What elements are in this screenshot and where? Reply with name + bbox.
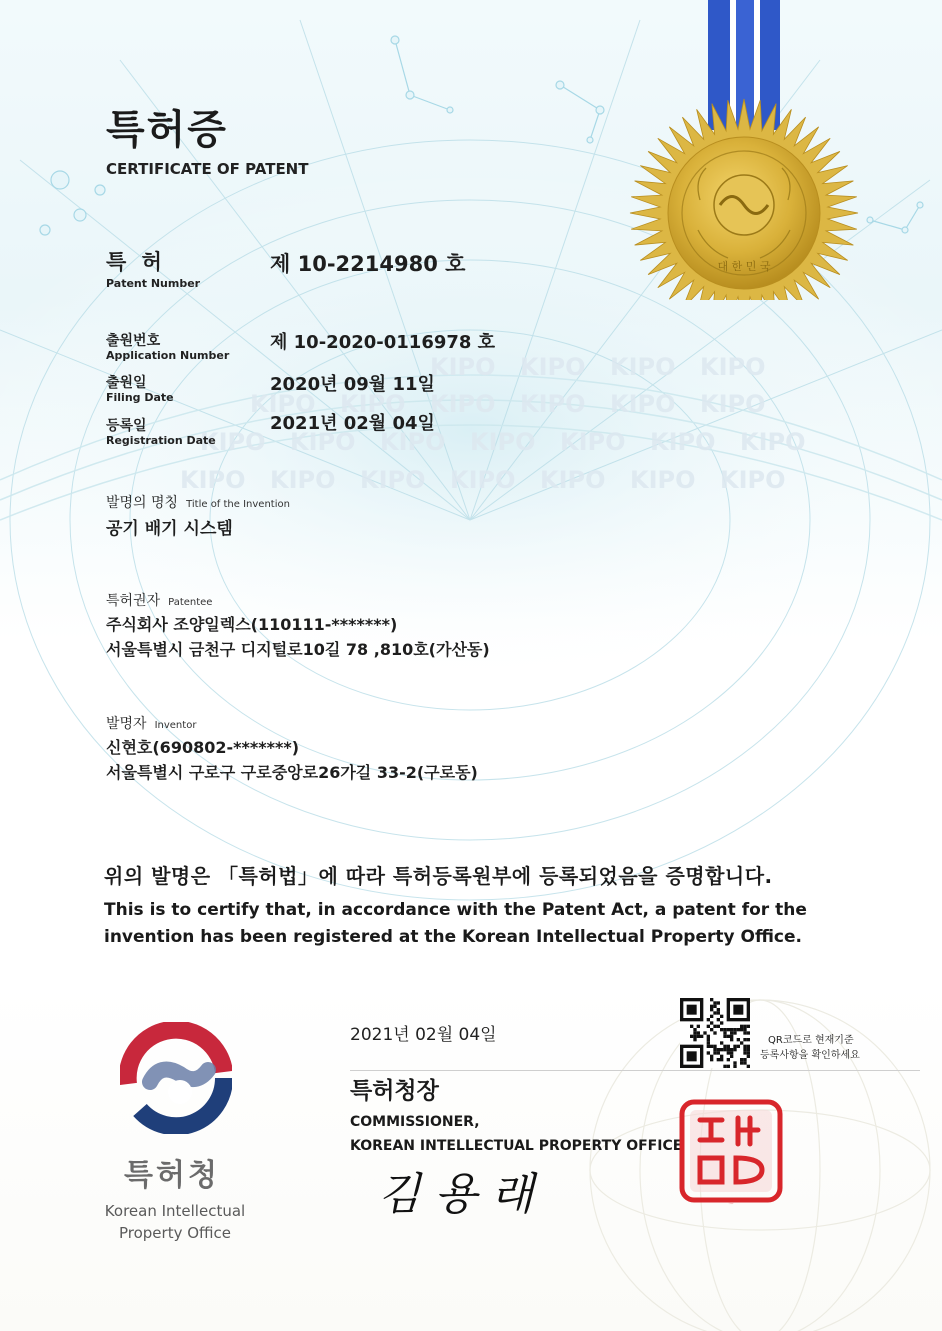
- qr-instruction: [760, 1033, 860, 1063]
- kipo-logo-name-en: [92, 1200, 258, 1244]
- registration-date-value: 2021년 02월 04일: [270, 413, 435, 434]
- certificate-title-ko: 특허증: [106, 107, 228, 153]
- kipo-logo-en-line1: Korean Intellectual: [104, 1202, 246, 1220]
- svg-text:KIPO: KIPO: [740, 428, 806, 456]
- invention-label-ko: 발명의 명칭: [106, 495, 179, 511]
- commissioner-signature: 김용래: [378, 1169, 548, 1220]
- watermark-row: KIPO: [430, 353, 496, 381]
- invention-label: [106, 492, 290, 512]
- registration-date-label-en: Registration Date: [106, 434, 216, 447]
- qr-instruction-line1: QR코드로 현재기준: [768, 1035, 854, 1046]
- svg-text:KIPO: KIPO: [450, 466, 516, 494]
- issue-date: 2021년 02월 04일: [350, 1025, 497, 1045]
- filing-date-label-en: Filing Date: [106, 391, 174, 404]
- svg-text:KIPO: KIPO: [700, 353, 766, 381]
- official-red-stamp: [676, 1096, 786, 1206]
- svg-text:KIPO: KIPO: [540, 466, 606, 494]
- commissioner-title-ko: 특허청장: [350, 1078, 439, 1104]
- svg-text:KIPO: KIPO: [380, 428, 446, 456]
- application-number-label-ko: 출원번호: [106, 333, 161, 349]
- patent-number-label-ko: 특 허: [106, 250, 166, 274]
- svg-text:KIPO: KIPO: [610, 353, 676, 381]
- patentee-label: [106, 590, 212, 610]
- certification-text-en-line1: This is to certify that, in accordance with the Patent Act, a patent for the: [104, 900, 807, 920]
- inventor-label: [106, 713, 196, 733]
- svg-text:KIPO: KIPO: [720, 466, 786, 494]
- svg-text:KIPO: KIPO: [630, 466, 696, 494]
- svg-text:KIPO: KIPO: [520, 353, 586, 381]
- svg-text:KIPO: KIPO: [270, 466, 336, 494]
- svg-text:KIPO: KIPO: [430, 390, 496, 418]
- svg-text:KIPO: KIPO: [200, 428, 266, 456]
- filing-date-label-ko: 출원일: [106, 375, 147, 391]
- patentee-address: 서울특별시 금천구 디지털로10길 78 ,810호(가산동): [106, 640, 490, 659]
- application-number-label-en: Application Number: [106, 349, 230, 362]
- certification-text-en-line2: invention has been registered at the Korean Intellectual Property Office.: [104, 927, 802, 947]
- svg-text:KIPO: KIPO: [360, 466, 426, 494]
- kipo-taegeuk-logo-icon: [120, 1022, 232, 1134]
- commissioner-title-en-line2: KOREAN INTELLECTUAL PROPERTY OFFICE: [350, 1138, 683, 1154]
- commissioner-title-en-line1: COMMISSIONER,: [350, 1114, 480, 1130]
- certification-text-ko: 위의 발명은 「특허법」에 따라 특허등록원부에 등록되었음을 증명합니다.: [104, 864, 773, 888]
- svg-text:KIPO: KIPO: [560, 428, 626, 456]
- svg-text:KIPO: KIPO: [700, 390, 766, 418]
- patentee-label-en: Patentee: [168, 597, 213, 608]
- inventor-name: 신현호(690802-*******): [106, 738, 300, 757]
- filing-date-value: 2020년 09월 11일: [270, 374, 435, 395]
- patent-number-label-en: Patent Number: [106, 277, 201, 290]
- patentee-label-ko: 특허권자: [106, 593, 161, 609]
- certificate-title-en: CERTIFICATE OF PATENT: [106, 160, 309, 178]
- kipo-logo-en-line2: Property Office: [118, 1224, 232, 1242]
- inventor-label-en: Inventor: [154, 720, 197, 731]
- application-number-value: 제 10-2020-0116978 호: [270, 332, 496, 353]
- qr-instruction-line2: 등록사항을 확인하세요: [760, 1050, 860, 1061]
- svg-text:KIPO: KIPO: [520, 390, 586, 418]
- svg-text:KIPO: KIPO: [180, 466, 246, 494]
- gold-seal-with-ribbon: [628, 0, 860, 300]
- inventor-label-ko: 발명자: [106, 716, 147, 732]
- seal-inscription: 대 한 민 국: [717, 260, 771, 273]
- svg-text:KIPO: KIPO: [290, 428, 356, 456]
- registration-date-label-ko: 등록일: [106, 418, 147, 434]
- svg-text:KIPO: KIPO: [650, 428, 716, 456]
- kipo-logo-name-ko: 특허청: [124, 1158, 220, 1193]
- svg-text:KIPO: KIPO: [610, 390, 676, 418]
- svg-text:KIPO: KIPO: [470, 428, 536, 456]
- invention-label-en: Title of the Invention: [186, 499, 290, 510]
- invention-title-value: 공기 배기 시스템: [106, 519, 233, 539]
- patentee-name: 주식회사 조양일렉스(110111-*******): [106, 615, 398, 634]
- footer-divider: [350, 1070, 920, 1071]
- svg-text:KIPO: KIPO: [250, 390, 316, 418]
- svg-text:KIPO: KIPO: [340, 390, 406, 418]
- patent-number-value: 제 10-2214980 호: [270, 252, 466, 276]
- stamp-inscription: 특허청장인: [728, 1204, 734, 1205]
- inventor-address: 서울특별시 구로구 구로중앙로26가길 33-2(구로동): [106, 763, 478, 782]
- qr-code-icon[interactable]: [680, 998, 750, 1068]
